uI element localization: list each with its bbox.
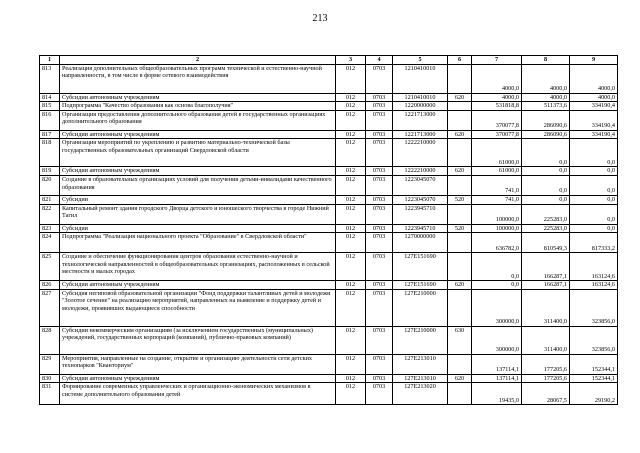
row-amount-2022: 225283,0 [522,224,570,233]
row-amount-2022: 286090,6 [522,110,570,130]
row-admin-code: 012 [336,110,366,130]
row-amount-2021: 4000,0 [472,64,522,93]
row-description: Субсидии автономным учреждениям [60,130,336,139]
row-amount-2021: 61000,0 [472,139,522,167]
row-admin-code: 012 [336,233,366,253]
row-admin-code: 012 [336,204,366,224]
row-amount-2022: 166287,1 [522,253,570,281]
row-amount-2023: 0,0 [570,139,618,167]
header-row [40,56,618,65]
table-row [40,64,618,93]
row-admin-code: 012 [336,167,366,176]
row-section-code: 0703 [366,110,393,130]
table-row [40,195,618,204]
row-expense-type [448,175,472,195]
row-number: 831 [40,383,60,405]
row-description: Капитальный ремонт здания городского Дворца детского и юношеского творчества в городе Нижний Тагил [60,204,336,224]
row-section-code: 0703 [366,204,393,224]
row-section-code: 0703 [366,130,393,139]
table-row [40,383,618,405]
table-row [40,167,618,176]
row-amount-2021: 137114,1 [472,354,522,374]
row-number: 818 [40,139,60,167]
row-amount-2022: 28067,5 [522,383,570,405]
row-amount-2021: 0,0 [472,253,522,281]
row-amount-2021: 4000,0 [472,93,522,102]
row-number: 828 [40,326,60,354]
row-description: Субсидии [60,224,336,233]
row-number: 827 [40,289,60,326]
row-amount-2023: 0,0 [570,204,618,224]
row-expense-type [448,64,472,93]
row-section-code: 0703 [366,167,393,176]
row-amount-2021: 100000,0 [472,204,522,224]
row-amount-2023: 0,0 [570,224,618,233]
table-row [40,281,618,290]
row-amount-2023: 334190,4 [570,130,618,139]
col-header-9: 9 [570,56,618,65]
row-amount-2022: 225283,0 [522,204,570,224]
row-number: 821 [40,195,60,204]
row-number: 823 [40,224,60,233]
col-header-8: 8 [522,56,570,65]
row-target-code: 1223045070 [393,195,448,204]
row-expense-type: 620 [448,281,472,290]
row-amount-2021: 300000,0 [472,289,522,326]
col-header-7: 7 [472,56,522,65]
row-admin-code: 012 [336,130,366,139]
row-amount-2023: 334190,4 [570,110,618,130]
row-section-code: 0703 [366,195,393,204]
table-row [40,224,618,233]
row-amount-2021: 741,0 [472,195,522,204]
row-amount-2022: 810549,3 [522,233,570,253]
row-amount-2023: 0,0 [570,175,618,195]
row-section-code: 0703 [366,139,393,167]
row-expense-type: 620 [448,93,472,102]
row-number: 830 [40,374,60,383]
row-target-code: 1223945710 [393,204,448,224]
row-amount-2022: 286090,6 [522,130,570,139]
row-section-code: 0703 [366,281,393,290]
row-target-code: 1210410010 [393,64,448,93]
row-section-code: 0703 [366,224,393,233]
row-admin-code: 012 [336,326,366,354]
row-admin-code: 012 [336,289,366,326]
row-amount-2021: 300000,0 [472,326,522,354]
row-target-code: 127E151690 [393,281,448,290]
col-header-6: 6 [448,56,472,65]
row-target-code: 1210410010 [393,93,448,102]
row-section-code: 0703 [366,233,393,253]
row-description: Подпрограмма "Качество образования как основа благополучия" [60,102,336,111]
row-amount-2021: 370077,8 [472,130,522,139]
row-amount-2023: 4000,0 [570,93,618,102]
row-amount-2022: 0,0 [522,167,570,176]
table-row [40,204,618,224]
row-amount-2022: 166287,1 [522,281,570,290]
col-header-2: 2 [60,56,336,65]
row-amount-2023: 334190,4 [570,102,618,111]
row-description: Субсидии автономным учреждениям [60,93,336,102]
row-admin-code: 012 [336,383,366,405]
row-amount-2023: 323856,0 [570,326,618,354]
row-description: Создание в образовательных организациях условий для получения детьми-инвалидами качественного образования [60,175,336,195]
row-admin-code: 012 [336,93,366,102]
row-amount-2022: 511373,6 [522,102,570,111]
row-number: 820 [40,175,60,195]
row-section-code: 0703 [366,102,393,111]
row-amount-2022: 0,0 [522,175,570,195]
row-target-code: 1270000000 [393,233,448,253]
row-amount-2021: 0,0 [472,281,522,290]
row-expense-type: 620 [448,374,472,383]
row-target-code: 1223945710 [393,224,448,233]
row-section-code: 0703 [366,354,393,374]
row-admin-code: 012 [336,64,366,93]
row-amount-2021: 370077,8 [472,110,522,130]
row-section-code: 0703 [366,175,393,195]
row-section-code: 0703 [366,289,393,326]
row-description: Организация мероприятий по укреплению и развитию материально-технической базы государственных образовательных организаций Свердловской области [60,139,336,167]
row-amount-2023: 323856,0 [570,289,618,326]
row-amount-2022: 177205,6 [522,354,570,374]
row-number: 813 [40,64,60,93]
row-amount-2022: 4000,0 [522,64,570,93]
row-section-code: 0703 [366,64,393,93]
row-target-code: 1222210000 [393,167,448,176]
row-expense-type [448,233,472,253]
row-number: 824 [40,233,60,253]
table-row [40,354,618,374]
row-target-code: 1220000000 [393,102,448,111]
row-expense-type [448,204,472,224]
row-expense-type [448,110,472,130]
row-amount-2023: 163124,6 [570,253,618,281]
row-number: 817 [40,130,60,139]
col-header-1: 1 [40,56,60,65]
table-row [40,175,618,195]
row-expense-type [448,253,472,281]
row-amount-2022: 0,0 [522,195,570,204]
row-description: Субсидии некоммерческим организациям (за исключением государственных (муниципальных) учреждений, государственных корпораций (компаний), публично-правовых компаний) [60,326,336,354]
row-description: Создание и обеспечение функционирования центров образования естественно-научной и технологической направленностей в общеобразовательных организациях, расположенных в сельской местности и малых городах [60,253,336,281]
table-row [40,102,618,111]
row-section-code: 0703 [366,374,393,383]
row-admin-code: 012 [336,224,366,233]
row-description: Реализация дополнительных общеобразовательных программ технической и естественно-научной направленности, в том числе в форме сетевого взаимодействия [60,64,336,93]
row-target-code: 127E151690 [393,253,448,281]
row-amount-2021: 100000,0 [472,224,522,233]
row-section-code: 0703 [366,93,393,102]
row-admin-code: 012 [336,175,366,195]
row-admin-code: 012 [336,253,366,281]
row-number: 825 [40,253,60,281]
row-amount-2023: 817333,2 [570,233,618,253]
row-expense-type [448,139,472,167]
row-expense-type [448,383,472,405]
col-header-5: 5 [393,56,448,65]
row-amount-2021: 636782,0 [472,233,522,253]
row-amount-2021: 531818,8 [472,102,522,111]
row-target-code: 127E210000 [393,289,448,326]
row-amount-2023: 0,0 [570,195,618,204]
row-description: Субсидии автономным учреждениям [60,374,336,383]
row-expense-type [448,289,472,326]
row-number: 815 [40,102,60,111]
row-admin-code: 012 [336,374,366,383]
row-description: Субсидии [60,195,336,204]
row-target-code: 1222210000 [393,139,448,167]
row-expense-type: 520 [448,195,472,204]
table-row [40,374,618,383]
row-number: 814 [40,93,60,102]
row-expense-type: 620 [448,167,472,176]
col-header-3: 3 [336,56,366,65]
row-expense-type: 520 [448,224,472,233]
row-expense-type [448,102,472,111]
row-number: 829 [40,354,60,374]
col-header-4: 4 [366,56,393,65]
row-expense-type: 630 [448,326,472,354]
table-row [40,253,618,281]
row-target-code: 1221713000 [393,130,448,139]
row-amount-2023: 0,0 [570,167,618,176]
row-amount-2023: 152344,1 [570,374,618,383]
row-description: Субсидии автономным учреждениям [60,281,336,290]
row-amount-2021: 19435,0 [472,383,522,405]
row-amount-2021: 741,0 [472,175,522,195]
row-amount-2022: 311400,0 [522,289,570,326]
row-target-code: 127E213010 [393,354,448,374]
row-number: 822 [40,204,60,224]
row-number: 826 [40,281,60,290]
row-amount-2022: 311400,0 [522,326,570,354]
row-amount-2023: 4000,0 [570,64,618,93]
row-description: Формирование современных управленческих и организационно-экономических механизмов в системе дополнительного образования детей [60,383,336,405]
table-row [40,93,618,102]
row-description: Мероприятия, направленные на создание, открытие и организацию деятельности сети детских технопарков "Кванториум" [60,354,336,374]
page-number: 213 [312,13,328,24]
row-description: Субсидии автономным учреждениям [60,167,336,176]
table-row [40,139,618,167]
row-description: Субсидия негиповой образовательной организации "Фонд поддержки талантливых детей и молодежи "Золотое сечение" на реализацию мероприятий, направленных на выявление и поддержку детей и молодежи, проявивших выдающиеся способности [60,289,336,326]
row-section-code: 0703 [366,253,393,281]
row-admin-code: 012 [336,139,366,167]
table-row [40,130,618,139]
row-admin-code: 012 [336,102,366,111]
row-amount-2023: 152344,1 [570,354,618,374]
row-number: 816 [40,110,60,130]
row-expense-type [448,354,472,374]
row-amount-2023: 163124,6 [570,281,618,290]
row-target-code: 1223045070 [393,175,448,195]
row-admin-code: 012 [336,281,366,290]
row-description: Организация предоставления дополнительного образования детей в государственных организациях дополнительного образования [60,110,336,130]
row-amount-2022: 177205,6 [522,374,570,383]
row-target-code: 127E213020 [393,383,448,405]
row-description: Подпрограмма "Реализация национального проекта "Образование" в Свердловской области" [60,233,336,253]
row-number: 819 [40,167,60,176]
row-section-code: 0703 [366,383,393,405]
budget-table [39,55,618,405]
table-row [40,233,618,253]
table-row [40,110,618,130]
row-admin-code: 012 [336,354,366,374]
row-target-code: 127E213010 [393,374,448,383]
table-row [40,289,618,326]
row-amount-2022: 4000,0 [522,93,570,102]
row-amount-2021: 61000,0 [472,167,522,176]
row-section-code: 0703 [366,326,393,354]
table-row [40,326,618,354]
row-amount-2023: 29190,2 [570,383,618,405]
row-amount-2022: 0,0 [522,139,570,167]
row-target-code: 1221713000 [393,110,448,130]
row-amount-2021: 137114,1 [472,374,522,383]
row-target-code: 127E210000 [393,326,448,354]
row-admin-code: 012 [336,195,366,204]
row-expense-type: 620 [448,130,472,139]
